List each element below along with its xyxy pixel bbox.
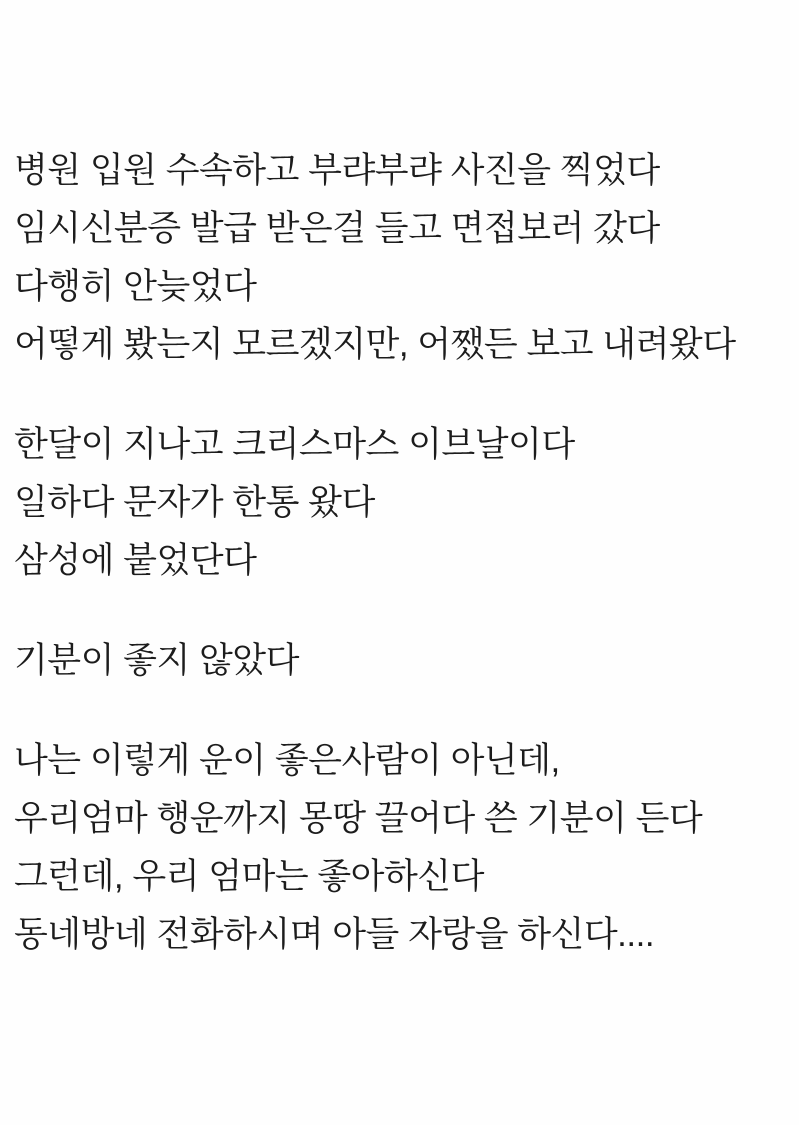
- text-line: 한달이 지나고 크리스마스 이브날이다: [14, 425, 575, 464]
- text-line: 그런데, 우리 엄마는 좋아하신다: [14, 857, 484, 896]
- text-line: 다행히 안늦었다: [14, 267, 257, 306]
- text-line: 나는 이렇게 운이 좋은사람이 아닌데,: [14, 741, 560, 780]
- text-line: 일하다 문자가 한통 왔다: [14, 483, 375, 522]
- paragraph-4: [14, 732, 781, 964]
- text-line: 기분이 좋지 않았다: [14, 641, 299, 680]
- text-line: 어떻게 봤는지 모르겠지만, 어쨌든 보고 내려왔다: [14, 325, 736, 364]
- text-line: 삼성에 붙었단다: [14, 541, 257, 580]
- text-line: 동네방네 전화하시며 아들 자랑을 하신다....: [14, 915, 655, 954]
- paragraph-2: [14, 416, 781, 590]
- paragraph-1: [14, 142, 781, 374]
- text-line: 병원 입원 수속하고 부랴부랴 사진을 찍었다: [14, 151, 660, 190]
- paragraph-3: [14, 632, 781, 690]
- text-line: 우리엄마 행운까지 몽땅 끌어다 쓴 기분이 든다: [14, 799, 703, 838]
- text-line: 임시신분증 발급 받은걸 들고 면접보러 갔다: [14, 209, 660, 248]
